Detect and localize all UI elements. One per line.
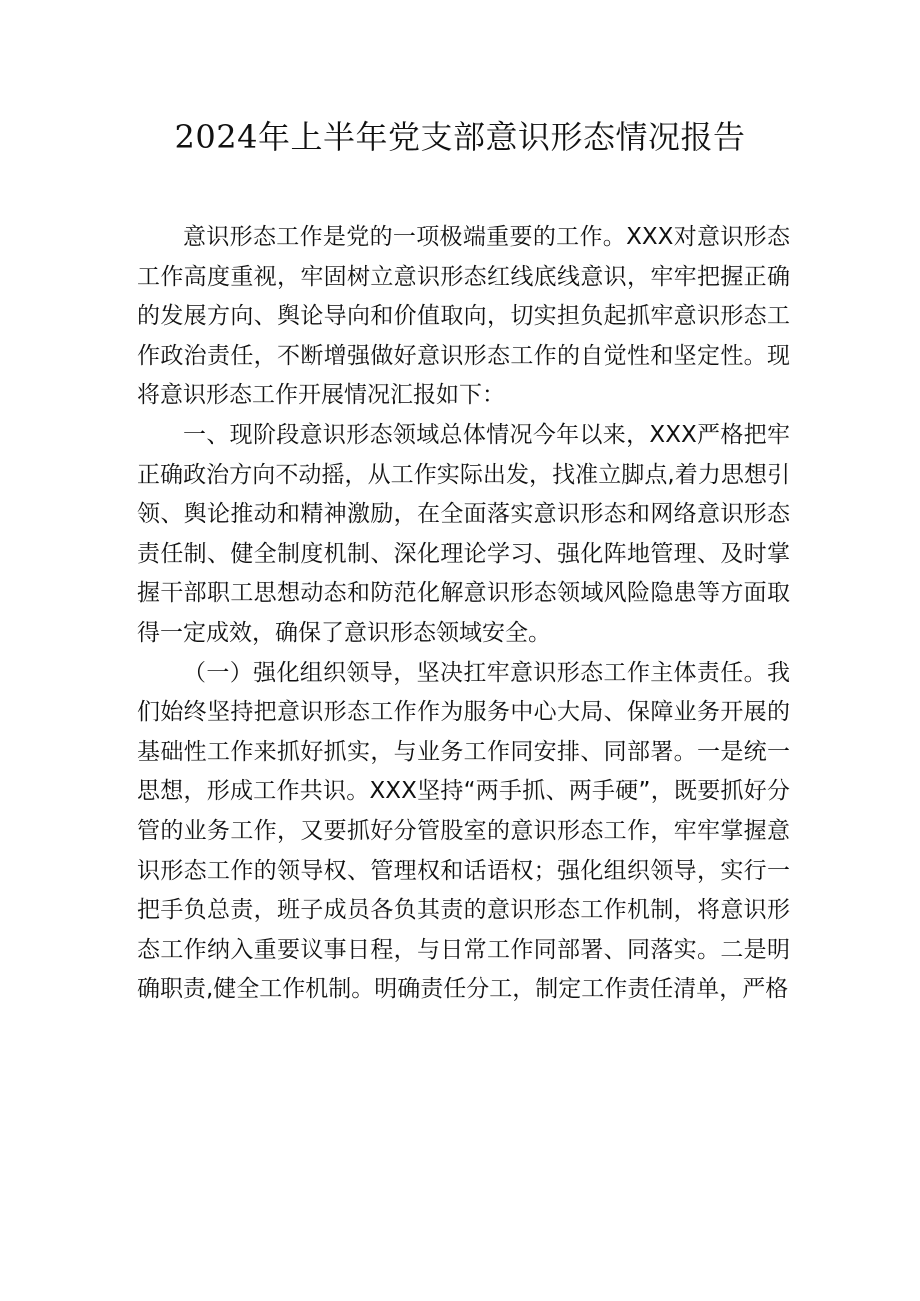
document-title: 2024年上半年党支部意识形态情况报告 <box>174 118 746 156</box>
paragraph-intro: 意识形态工作是党的一项极端重要的工作。XXX对意识形态工作高度重视，牢固树立意识形态红线底线意识，牢牢把握正确的发展方向、舆论导向和价值取向，切实担负起抓牢意识形态工作政治责任，不断增强做好意识形态工作的自觉性和坚定性。现将意识形态工作开展情况汇报如下： <box>137 224 790 409</box>
paragraph-section-one: 一、现阶段意识形态领域总体情况今年以来，XXX严格把牢正确政治方向不动摇，从工作实际出发，找准立脚点,着力思想引领、舆论推动和精神激励，在全面落实意识形态和网络意识形态责任制、健全制度机制、深化理论学习、强化阵地管理、及时掌握干部职工思想动态和防范化解意识形态领域风险隐患等方面取得一定成效，确保了意识形态领域安全。 <box>137 421 790 646</box>
paragraph-subsection-one: （一）强化组织领导，坚决扛牢意识形态工作主体责任。我们始终坚持把意识形态工作作为服务中心大局、保障业务开展的基础性工作来抓好抓实，与业务工作同安排、同部署。一是统一思想，形成工作共识。XXX坚持“两手抓、两手硬”，既要抓好分管的业务工作，又要抓好分管股室的意识形态工作，牢牢掌握意识形态工作的领导权、管理权和话语权；强化组织领导，实行一把手负总责，班子成员各负其责的意识形态工作机制，将意识形态工作纳入重要议事日程，与日常工作同部署、同落实。二是明确职责,健全工作机制。明确责任分工，制定工作责任清单，严格 <box>137 659 790 1003</box>
document-body <box>137 218 790 1010</box>
